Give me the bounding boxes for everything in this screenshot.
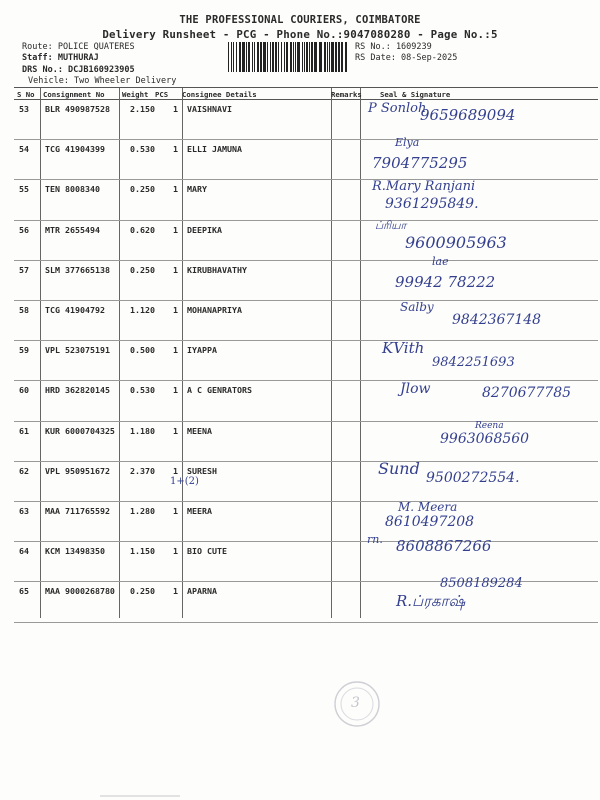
row-consignee: APARNA	[187, 586, 217, 597]
handwritten-signature: Reena	[475, 420, 504, 431]
row-pcs: 1	[173, 144, 178, 155]
row-consignment-no: HRD 362820145	[45, 385, 110, 396]
company-title: THE PROFESSIONAL COURIERS, COIMBATORE	[179, 14, 421, 26]
handwritten-signature: KVith	[382, 339, 425, 358]
row-weight: 0.250	[130, 184, 155, 195]
row-sno: 53	[19, 104, 29, 114]
handwritten-signature: Sund	[378, 458, 420, 478]
row-sno: 59	[19, 345, 29, 356]
row-consignment-no: KCM 13498350	[45, 546, 105, 557]
handwritten-phone: 99942 78222	[395, 272, 496, 291]
row-consignee: DEEPIKA	[187, 224, 222, 235]
pcs-annotation: 1+(2)	[170, 476, 199, 487]
row-consignee: BIO CUTE	[187, 546, 227, 557]
handwritten-signature: Jlow	[400, 381, 431, 398]
header-sno: S No	[17, 90, 35, 99]
row-consignee: SURESH	[187, 465, 217, 476]
route-label: Route: POLICE QUATERES	[22, 42, 135, 52]
row-consignment-no: VPL 950951672	[45, 465, 110, 476]
row-weight: 0.500	[130, 345, 155, 356]
header-weight: Weight	[122, 90, 149, 99]
drs-number: DRS No.: DCJB160923905	[22, 65, 135, 75]
handwritten-signature: ப்ரியா	[375, 218, 407, 232]
handwritten-phone: 8610497208	[385, 514, 475, 530]
row-weight: 0.250	[130, 264, 155, 275]
handwritten-phone: 9361295849.	[385, 196, 479, 213]
row-consignee: MARY	[187, 184, 207, 195]
row-weight: 1.280	[130, 506, 155, 516]
row-consignment-no: MTR 2655494	[45, 224, 100, 235]
handwritten-signature: P Sonloh	[368, 101, 427, 116]
row-pcs: 1	[173, 546, 178, 557]
row-pcs: 1	[173, 425, 178, 436]
handwritten-phone: 9500272554.	[426, 469, 520, 486]
row-pcs: 1	[173, 224, 178, 235]
row-consignment-no: TCG 41904399	[45, 144, 105, 155]
handwritten-phone: 9842367148	[452, 312, 542, 328]
row-weight: 2.370	[130, 465, 155, 476]
row-consignment-no: TEN 8008340	[45, 184, 100, 195]
row-consignee: MEERA	[187, 506, 212, 516]
row-consignee: ELLI JAMUNA	[187, 144, 242, 155]
row-consignment-no: VPL 523075191	[45, 345, 110, 356]
row-pcs: 1	[173, 385, 178, 396]
row-consignment-no: TCG 41904792	[45, 305, 105, 315]
handwritten-phone: 9659689094	[420, 106, 516, 124]
row-sno: 56	[19, 224, 29, 235]
handwritten-phone: 9600905963	[405, 232, 507, 252]
row-consignment-no: KUR 6000704325	[45, 425, 115, 436]
row-pcs: 1	[173, 345, 178, 356]
handwritten-phone: 7904775295	[372, 154, 468, 173]
handwritten-signature: Elya	[395, 136, 420, 150]
handwritten-signature: R.Mary Ranjani	[372, 179, 476, 195]
row-weight: 0.620	[130, 224, 155, 235]
handwritten-signature: lae	[432, 254, 449, 268]
header-seal-signature: Seal & Signature	[380, 90, 451, 99]
handwritten-phone: 8608867266	[396, 537, 492, 556]
row-weight: 1.120	[130, 305, 155, 315]
row-sno: 54	[19, 144, 29, 155]
row-pcs: 1	[173, 305, 178, 315]
row-sno: 55	[19, 184, 29, 195]
header-pcs: PCS	[155, 90, 169, 99]
stamp-number: 3	[351, 695, 360, 711]
row-consignment-no: MAA 711765592	[45, 506, 110, 516]
header-remarks: Remarks	[331, 90, 362, 99]
row-consignee: MOHANAPRIYA	[187, 305, 242, 315]
row-sno: 58	[19, 305, 29, 315]
row-consignment-no: SLM 377665138	[45, 264, 110, 275]
row-consignment-no: MAA 9000268780	[45, 586, 115, 597]
row-weight: 1.150	[130, 546, 155, 557]
row-weight: 1.180	[130, 425, 155, 436]
handwritten-phone: 9963068560	[440, 430, 530, 447]
handwritten-signature: M. Meera	[398, 500, 458, 514]
row-pcs: 1	[173, 506, 178, 516]
row-sno: 64	[19, 546, 29, 557]
row-weight: 0.530	[130, 385, 155, 396]
handwritten-phone: 9842251693	[432, 355, 515, 371]
handwritten-signature: rn.	[367, 533, 383, 547]
runsheet-subtitle: Delivery Runsheet - PCG - Phone No.:9047080280 - Page No.:5	[102, 28, 498, 41]
staff-label: Staff: MUTHURAJ	[22, 53, 99, 63]
handwritten-signature: 8508189284	[440, 576, 523, 592]
row-weight: 0.250	[130, 586, 155, 597]
row-pcs: 1	[173, 264, 178, 275]
row-sno: 65	[19, 586, 29, 597]
row-consignment-no: BLR 490987528	[45, 104, 110, 114]
row-consignee: A C GENRATORS	[187, 385, 252, 396]
row-consignee: VAISHNAVI	[187, 104, 232, 114]
row-sno: 63	[19, 506, 29, 516]
row-weight: 0.530	[130, 144, 155, 155]
row-sno: 60	[19, 385, 29, 396]
row-sno: 61	[19, 425, 29, 436]
row-consignee: MEENA	[187, 425, 212, 436]
row-sno: 57	[19, 264, 29, 275]
header-consignment: Consignment No	[43, 90, 105, 99]
row-pcs: 1	[173, 184, 178, 195]
handwritten-phone: R.ப்ரகாஷ்	[396, 592, 466, 611]
row-consignee: KIRUBHAVATHY	[187, 264, 247, 275]
row-pcs: 1	[173, 586, 178, 597]
rs-number: RS No.: 1609239	[355, 42, 432, 52]
rs-date: RS Date: 08-Sep-2025	[355, 53, 458, 63]
handwritten-phone: 8270677785	[482, 385, 572, 402]
handwritten-signature: Salby	[400, 300, 434, 314]
row-pcs: 1	[173, 104, 178, 114]
header-consignee: Consignee Details	[182, 90, 257, 99]
row-consignee: IYAPPA	[187, 345, 217, 356]
row-sno: 62	[19, 465, 29, 476]
row-weight: 2.150	[130, 104, 155, 114]
row-pcs: 1	[173, 465, 178, 476]
vehicle-label: Vehicle: Two Wheeler Delivery	[28, 76, 177, 86]
